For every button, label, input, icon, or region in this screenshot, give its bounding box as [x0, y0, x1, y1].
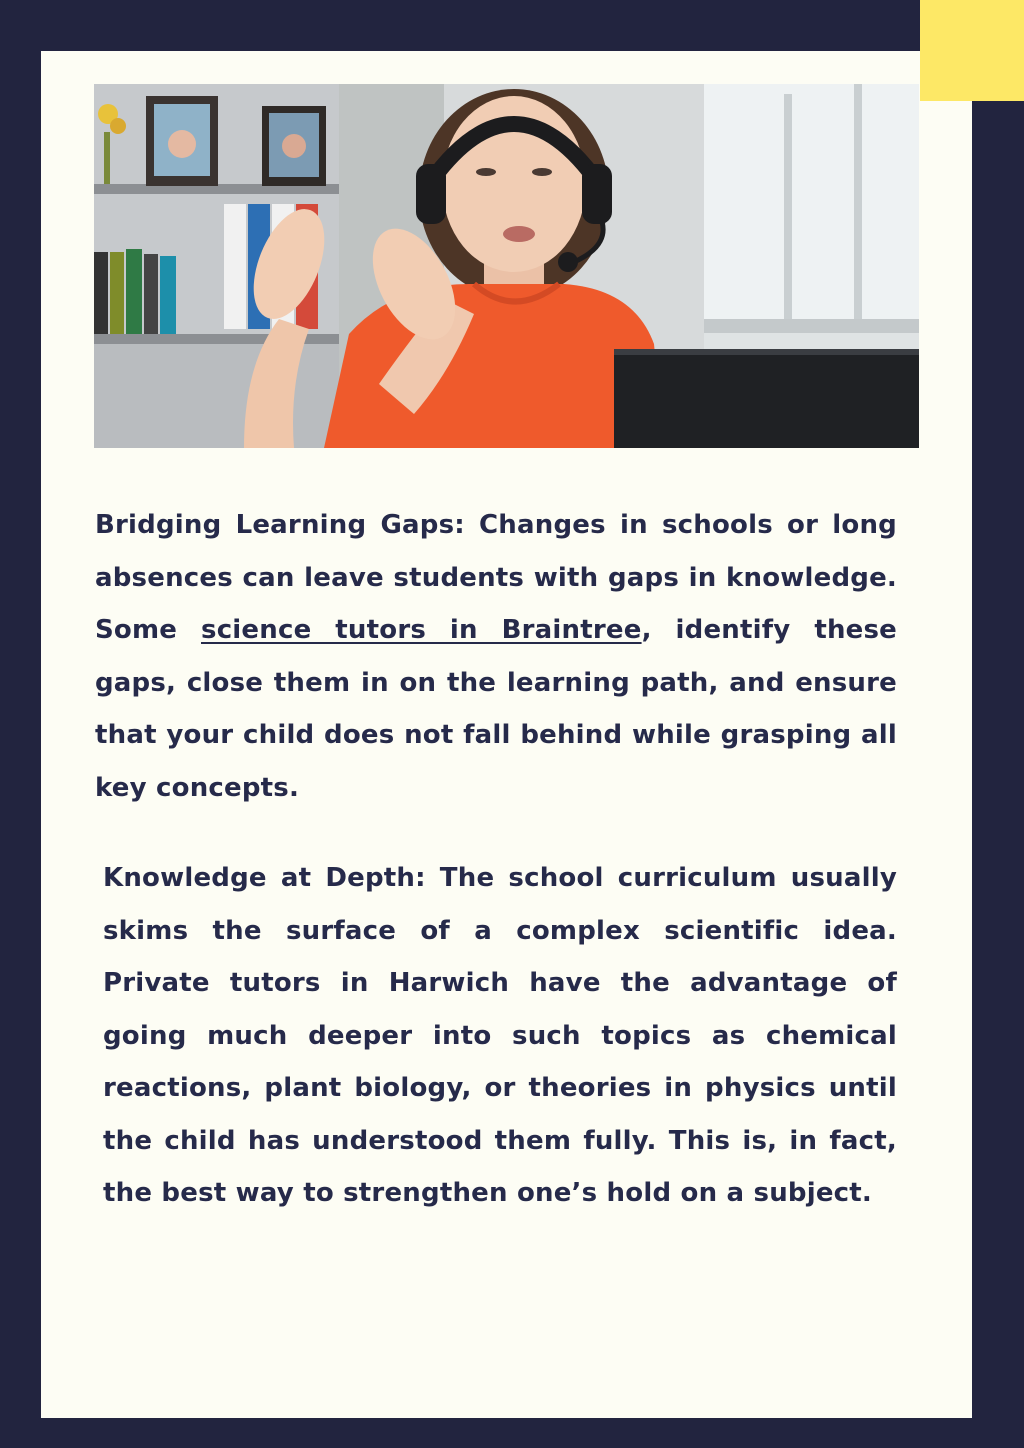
paragraph-knowledge-at-depth: Knowledge at Depth: The school curriculum usually skims the surface of a complex scientific idea. Private tutors in Harwich have the advantage of going much deeper into such topics as chemical reactions, plant biology, or theories in physics until the child has understood them fully. This is, in fact, the best way to strengthen one’s hold on a subject. — [103, 863, 897, 1208]
paragraph-1-tail: , identify these gaps, close them in on the learning path, and ensure that your child does not fall behind while grasping all key concepts. — [95, 615, 897, 803]
woman-with-headset-icon — [94, 84, 919, 448]
paragraph-1-lead: Bridging Learning Gaps: Changes in schools or long absences can leave students with gaps in knowledge. Some — [95, 510, 897, 645]
tutor-photo — [94, 84, 919, 448]
corner-accent — [920, 0, 1024, 101]
science-tutors-braintree-link[interactable]: science tutors in Braintree — [201, 615, 642, 645]
paragraph-bridging-learning-gaps — [95, 499, 897, 814]
